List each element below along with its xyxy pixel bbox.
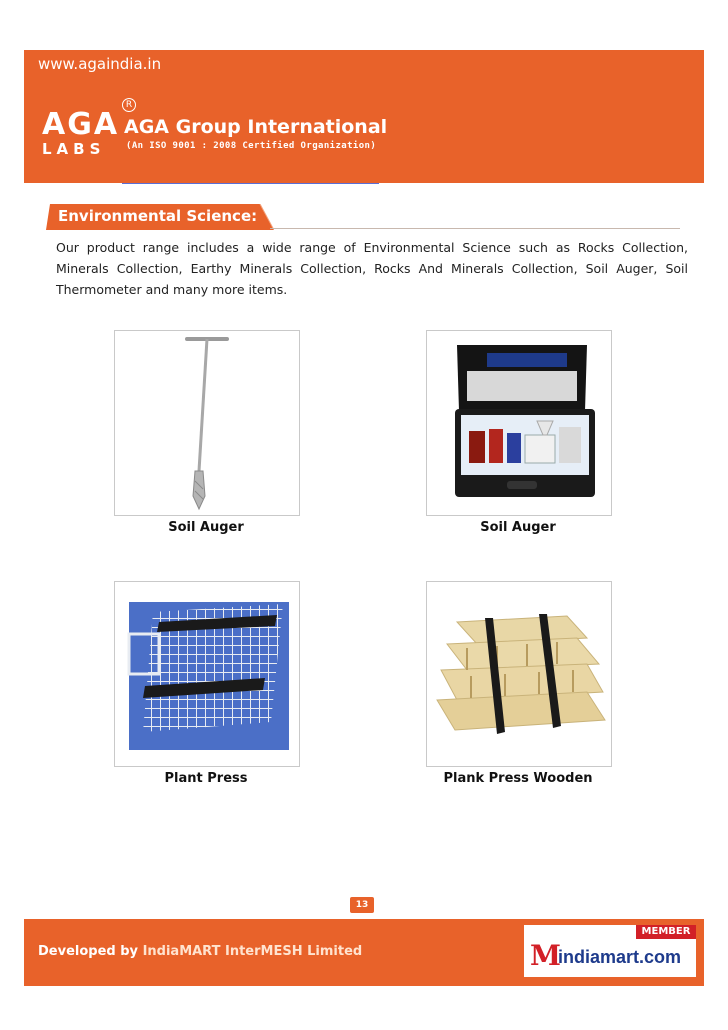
soil-testing-kit-case-icon	[427, 331, 611, 515]
header-divider	[122, 183, 379, 184]
site-url[interactable]: www.againdia.in	[38, 55, 162, 73]
company-name: AGA Group International	[124, 116, 388, 138]
section-heading-tab	[46, 204, 274, 230]
product-card	[426, 581, 612, 767]
footer-band	[24, 919, 704, 986]
document-page	[24, 50, 704, 986]
logo-text: AGA	[42, 107, 120, 142]
soil-auger-rod-icon	[115, 331, 299, 515]
logo-subtext: LABS	[42, 140, 106, 158]
product-card	[426, 330, 612, 516]
product-caption: Soil Auger	[480, 520, 556, 535]
product-card	[114, 581, 300, 767]
product-caption: Soil Auger	[168, 520, 244, 535]
company-tagline: (An ISO 9001 : 2008 Certified Organization)	[126, 141, 377, 151]
section-title: Environmental Science:	[58, 207, 258, 225]
section-rule	[270, 228, 680, 229]
indiamart-member-badge[interactable]	[524, 925, 696, 977]
product-caption: Plank Press Wooden	[443, 771, 593, 786]
developer-link[interactable]: IndiaMART InterMESH Limited	[142, 944, 363, 959]
member-label: MEMBER	[636, 925, 696, 939]
indiamart-m-logo-icon: M	[530, 939, 561, 972]
wooden-plank-press-icon	[427, 582, 611, 766]
registered-mark-icon: R	[122, 98, 136, 112]
developed-by-label: Developed by	[38, 944, 139, 959]
product-caption: Plant Press	[164, 771, 248, 786]
header-band	[24, 50, 704, 183]
developed-by	[38, 944, 362, 959]
section-intro: Our product range includes a wide range of Environmental Science such as Rocks Collection, Minerals Collection, Earthy Minerals Collection, Rocks And Minerals Collection, Soil Auger, Soil Thermometer and many more items.	[56, 240, 688, 297]
indiamart-site-name: indiamart.com	[558, 947, 682, 967]
product-card	[114, 330, 300, 516]
page-number-badge: 13	[350, 897, 374, 913]
wire-grid-plant-press-icon	[115, 582, 299, 766]
aga-labs-logo	[42, 100, 133, 166]
